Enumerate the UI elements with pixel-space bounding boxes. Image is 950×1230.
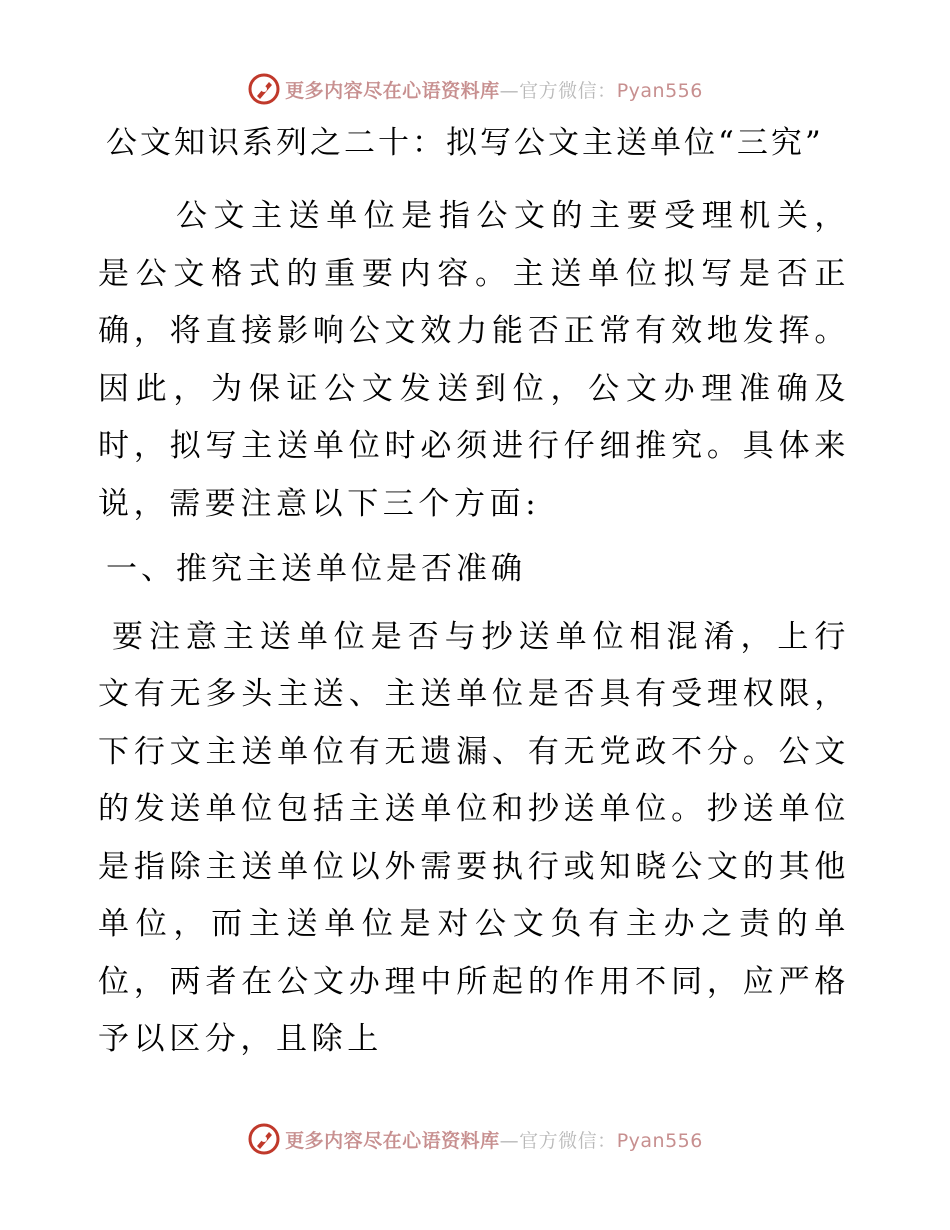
watermark-sub: —官方微信： — [499, 79, 617, 102]
watermark-main: 更多内容尽在心语资料库 — [285, 79, 500, 102]
watermark-id: Pyan556 — [616, 79, 703, 102]
section-heading: 一、推究主送单位是否准确 — [106, 551, 526, 587]
watermark-main: 更多内容尽在心语资料库 — [285, 1129, 500, 1152]
footer-watermark — [0, 1122, 950, 1156]
header-watermark — [0, 72, 950, 106]
document-title: 公文知识系列之二十：拟写公文主送单位“三究” — [106, 125, 824, 161]
watermark-id: Pyan556 — [616, 1129, 703, 1152]
section-paragraph: 要注意主送单位是否与抄送单位相混淆，上行文有无多头主送、主送单位是否具有受理权限，下行文主送单位有无遗漏、有无党政不分。公文的发送单位包括主送单位和抄送单位。抄送单位是指除主送单位以外需要执行或知晓公文的其他单位，而主送单位是对公文负有主办之责的单位，两者在公文办理中所起的作用不同，应严格予以区分，且除上 — [98, 618, 850, 1057]
document-body — [98, 118, 850, 1069]
watermark-sub: —官方微信： — [499, 1129, 617, 1152]
intro-paragraph: 公文主送单位是指公文的主要受理机关，是公文格式的重要内容。主送单位拟写是否正确，将直接影响公文效力能否正常有效地发挥。因此，为保证公文发送到位，公文办理准确及时，拟写主送单位时必须进行仔细推究。具体来说，需要注意以下三个方面: — [98, 198, 850, 522]
pen-nib-logo-icon — [247, 72, 281, 106]
watermark-text — [285, 76, 703, 103]
pen-nib-logo-icon — [247, 1122, 281, 1156]
watermark-text — [285, 1126, 703, 1153]
